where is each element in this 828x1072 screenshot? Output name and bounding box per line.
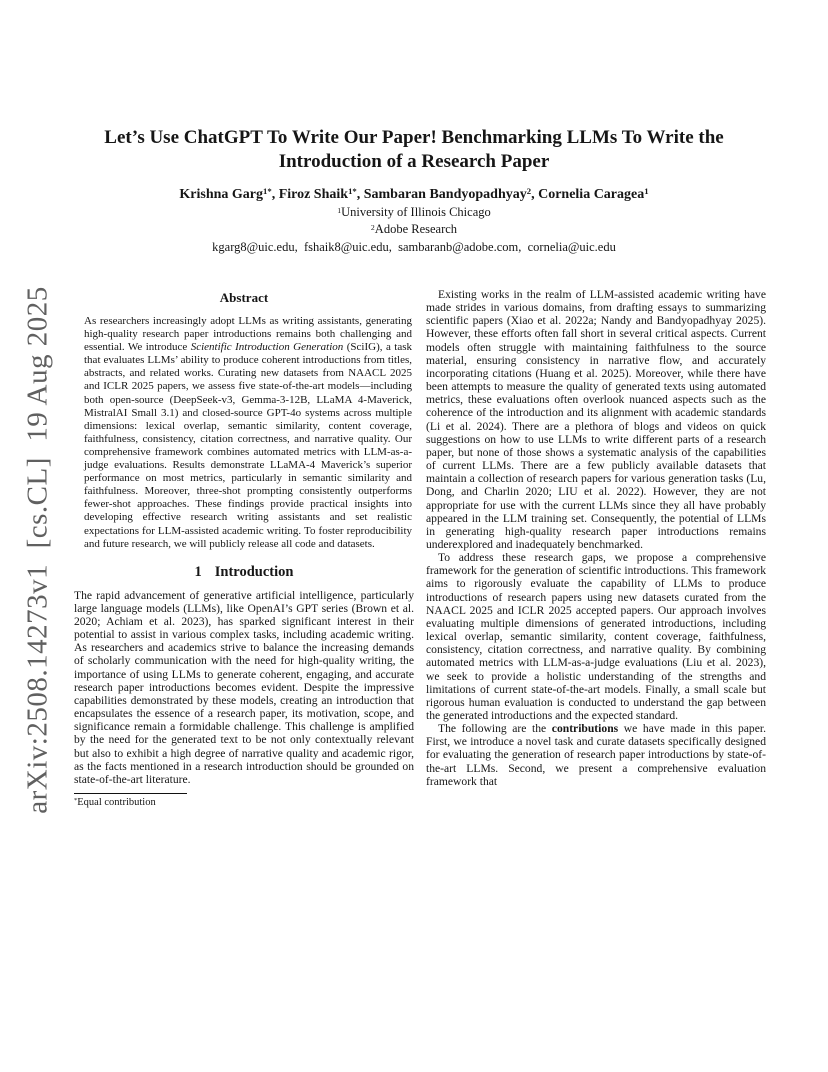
email-line: kgarg8@uic.edu, fshaik8@uic.edu, sambaranb@adobe.com, cornelia@uic.edu [212, 240, 616, 254]
footnote-equal-contribution: *Equal contribution [74, 797, 156, 809]
right-column [426, 288, 766, 810]
intro-text-block [74, 589, 414, 786]
abstract-heading: Abstract [219, 290, 269, 305]
intro-paragraph: The rapid advancement of generative artificial intelligence, particularly large language models (LLMs), like OpenAI’s GPT series (Brown et al. 2020; Achiam et al. 2023), has sparked significant interest in their potential to assist in various complex tasks, including academic writing. As researchers and academics strive to balance the increasing demands of scholarly communication with the need for high-quality writing, the importance of using LLMs to generate coherent, engaging, and accurate research paper introductions becomes evident. Despite the impressive capabilities demonstrated by these models, creating an introduction that encapsulates the essence of a research paper, its motivation, scope, and significance remain a formidable challenge. This challenge is amplified by the need for the generated text to be not only contextually relevant but also to exhibit a high degree of narrative quality and academic rigor, as the facts mentioned in a research introduction should be grounded on state-of-the-art literature. [74, 588, 414, 786]
section-number: 1 [194, 563, 202, 580]
paper-title: Let’s Use ChatGPT To Write Our Paper! Benchmarking LLMs To Write the Introduction of a Research Paper [104, 127, 724, 172]
left-column [74, 288, 414, 810]
arxiv-watermark: arXiv:2508.14273v1 [cs.CL] 19 Aug 2025 [21, 286, 54, 814]
section-title: Introduction [214, 563, 294, 580]
paper-header [68, 126, 760, 255]
body-paragraph: The following are the contributions we have made in this paper. First, we introduce a novel task and curate datasets specifically designed for evaluating the generation of research paper introductions by state-of-the-art LLMs. Second, we present a comprehensive evaluation framework that [426, 722, 766, 788]
body-paragraph: Existing works in the realm of LLM-assisted academic writing have made strides in various domains, from drafting essays to summarizing scientific papers (Xiao et al. 2022a; Nandy and Bandyopadhyay 2025). However, these efforts often fall short in several critical aspects. Current models often struggle with maintaining faithfulness to the source material, ensuring consistency in narrative flow, and accurately incorporating citations (Huang et al. 2025). Moreover, while there have been attempts to measure the quality of generated texts using automated metrics, these evaluations often overlook nuanced aspects such as the coherence of the introduction and its alignment with academic standards (Li et al. 2024). There are a plethora of blogs and videos on quick suggestions on how to use LLMs to write different parts of a research paper, but none of those shows a systematic analysis of the capabilities of current LLMs. There are a few publicly available datasets that maintain a collection of research papers for various generation tasks (Lu, Dong, and Charlin 2020; LIU et al. 2022). However, they are not appropriate for use with the current LLMs since they all have probably appeared in the LLM training set. Consequently, the potential of LLMs in generating high-quality research paper introductions remains underexplored and inadequately benchmarked. [426, 288, 766, 551]
section-heading-introduction [74, 564, 414, 581]
author-line: Krishna Garg$^{1*}$, Firoz Shaik$^{1*}$, Sambaran Bandyopadhyay$^2$, Cornelia Caragea$^1$ [179, 186, 649, 202]
affiliation-adobe: $^2$Adobe Research [370, 222, 458, 236]
affiliation-uic: $^1$University of Illinois Chicago [337, 205, 491, 219]
body-paragraph: To address these research gaps, we propose a comprehensive framework for the generation of scientific introductions. This framework aims to rigorously evaluate the capability of LLMs to produce introductions of research papers using new datasets curated from the NAACL 2025 and ICLR 2025 accepted papers. Our approach involves evaluating multiple dimensions of generated introductions, including lexical overlap, semantic similarity, content coverage, faithfulness, consistency, citation correctness, and narrative quality. By combining automated metrics with LLM-as-a-judge evaluations (Liu et al. 2023), we seek to provide a holistic understanding of the strengths and limitations of current state-of-the-art models. Finally, a small scale but rigorous human evaluation is conducted to understand the gap between the generated introductions and the expected standard. [426, 551, 766, 722]
footnote-divider [74, 793, 187, 794]
abstract-text: As researchers increasingly adopt LLMs as writing assistants, generating high-quality research paper introductions remains both challenging and essential. We introduce Scientific Introduction Generation (SciIG), a task that evaluates LLMs’ ability to produce coherent introductions from titles, abstracts, and related works. Curating new datasets from NAACL 2025 and ICLR 2025 papers, we assess five state-of-the-art models—including both open-source (DeepSeek-v3, Gemma-3-12B, LLaMA 4-Maverick, MistralAI Small 3.1) and closed-source GPT-4o systems across multiple dimensions: lexical overlap, semantic similarity, content coverage, faithfulness, consistency, citation correctness, and narrative quality. Our comprehensive framework combines automated metrics with LLM-as-a-judge evaluations. Results demonstrate LLaMA-4 Maverick’s superior performance on most metrics, particularly in semantic similarity and faithfulness. Moreover, three-shot prompting consistently outperforms fewer-shot approaches. These findings provide practical insights into developing effective research writing assistants and set realistic expectations for LLM-assisted academic writing. To foster reproducibility and future research, we will publicly release all code and datasets. [84, 315, 412, 550]
two-column-body [74, 288, 766, 810]
